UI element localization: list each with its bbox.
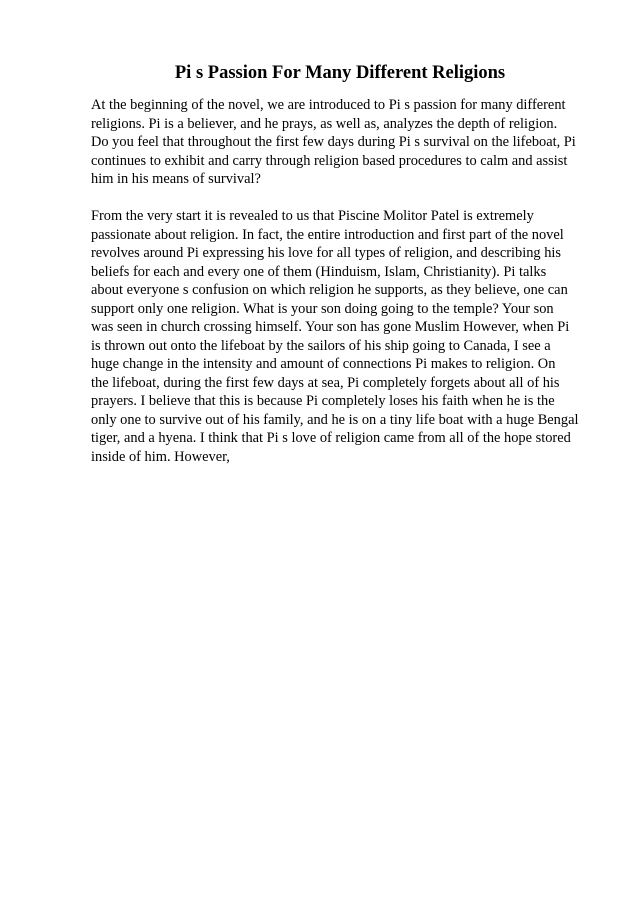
- text-line: revolves around Pi expressing his love for all types of religion, and describing his: [91, 245, 562, 261]
- text-line: From the very start it is revealed to us that Piscine Molitor Patel is extremely: [91, 208, 534, 224]
- document-body: [91, 96, 611, 466]
- text-line: beliefs for each and every one of them (Hinduism, Islam, Christianity). Pi talks: [91, 263, 547, 280]
- text-line: only one to survive out of his family, and he is on a tiny life boat with a huge Bengal: [91, 411, 579, 428]
- text-line: tiger, and a hyena. I think that Pi s love of religion came from all of the hope stored: [91, 430, 571, 446]
- text-line: about everyone s confusion on which religion he supports, as they believe, one can: [91, 282, 568, 298]
- text-line: support only one religion. What is your son doing going to the temple? Your son: [91, 300, 554, 317]
- paragraph: [91, 96, 611, 189]
- text-line: the lifeboat, during the first few days at sea, Pi completely forgets about all of his: [91, 374, 560, 391]
- text-line: huge change in the intensity and amount of connections Pi makes to religion. On: [91, 356, 556, 372]
- paragraph: [91, 207, 611, 466]
- paragraph-gap: [91, 189, 611, 208]
- text-line: inside of him. However,: [91, 448, 230, 465]
- text-line: passionate about religion. In fact, the entire introduction and first part of the novel: [91, 226, 564, 243]
- document-title: Pi s Passion For Many Different Religions: [174, 63, 506, 83]
- text-line: was seen in church crossing himself. Your son has gone Muslim However, when Pi: [91, 319, 570, 335]
- text-line: him in his means of survival?: [91, 171, 261, 187]
- text-line: religions. Pi is a believer, and he prays, as well as, analyzes the depth of religion.: [91, 115, 558, 132]
- text-line: At the beginning of the novel, we are introduced to Pi s passion for many different: [91, 97, 566, 113]
- text-line: is thrown out onto the lifeboat by the sailors of his ship going to Canada, I see a: [91, 337, 551, 354]
- text-line: Do you feel that throughout the first few days during Pi s survival on the lifeboat, Pi: [91, 134, 576, 150]
- text-line: continues to exhibit and carry through religion based procedures to calm and assist: [91, 152, 568, 169]
- text-line: prayers. I believe that this is because Pi completely loses his faith when he is the: [91, 393, 555, 409]
